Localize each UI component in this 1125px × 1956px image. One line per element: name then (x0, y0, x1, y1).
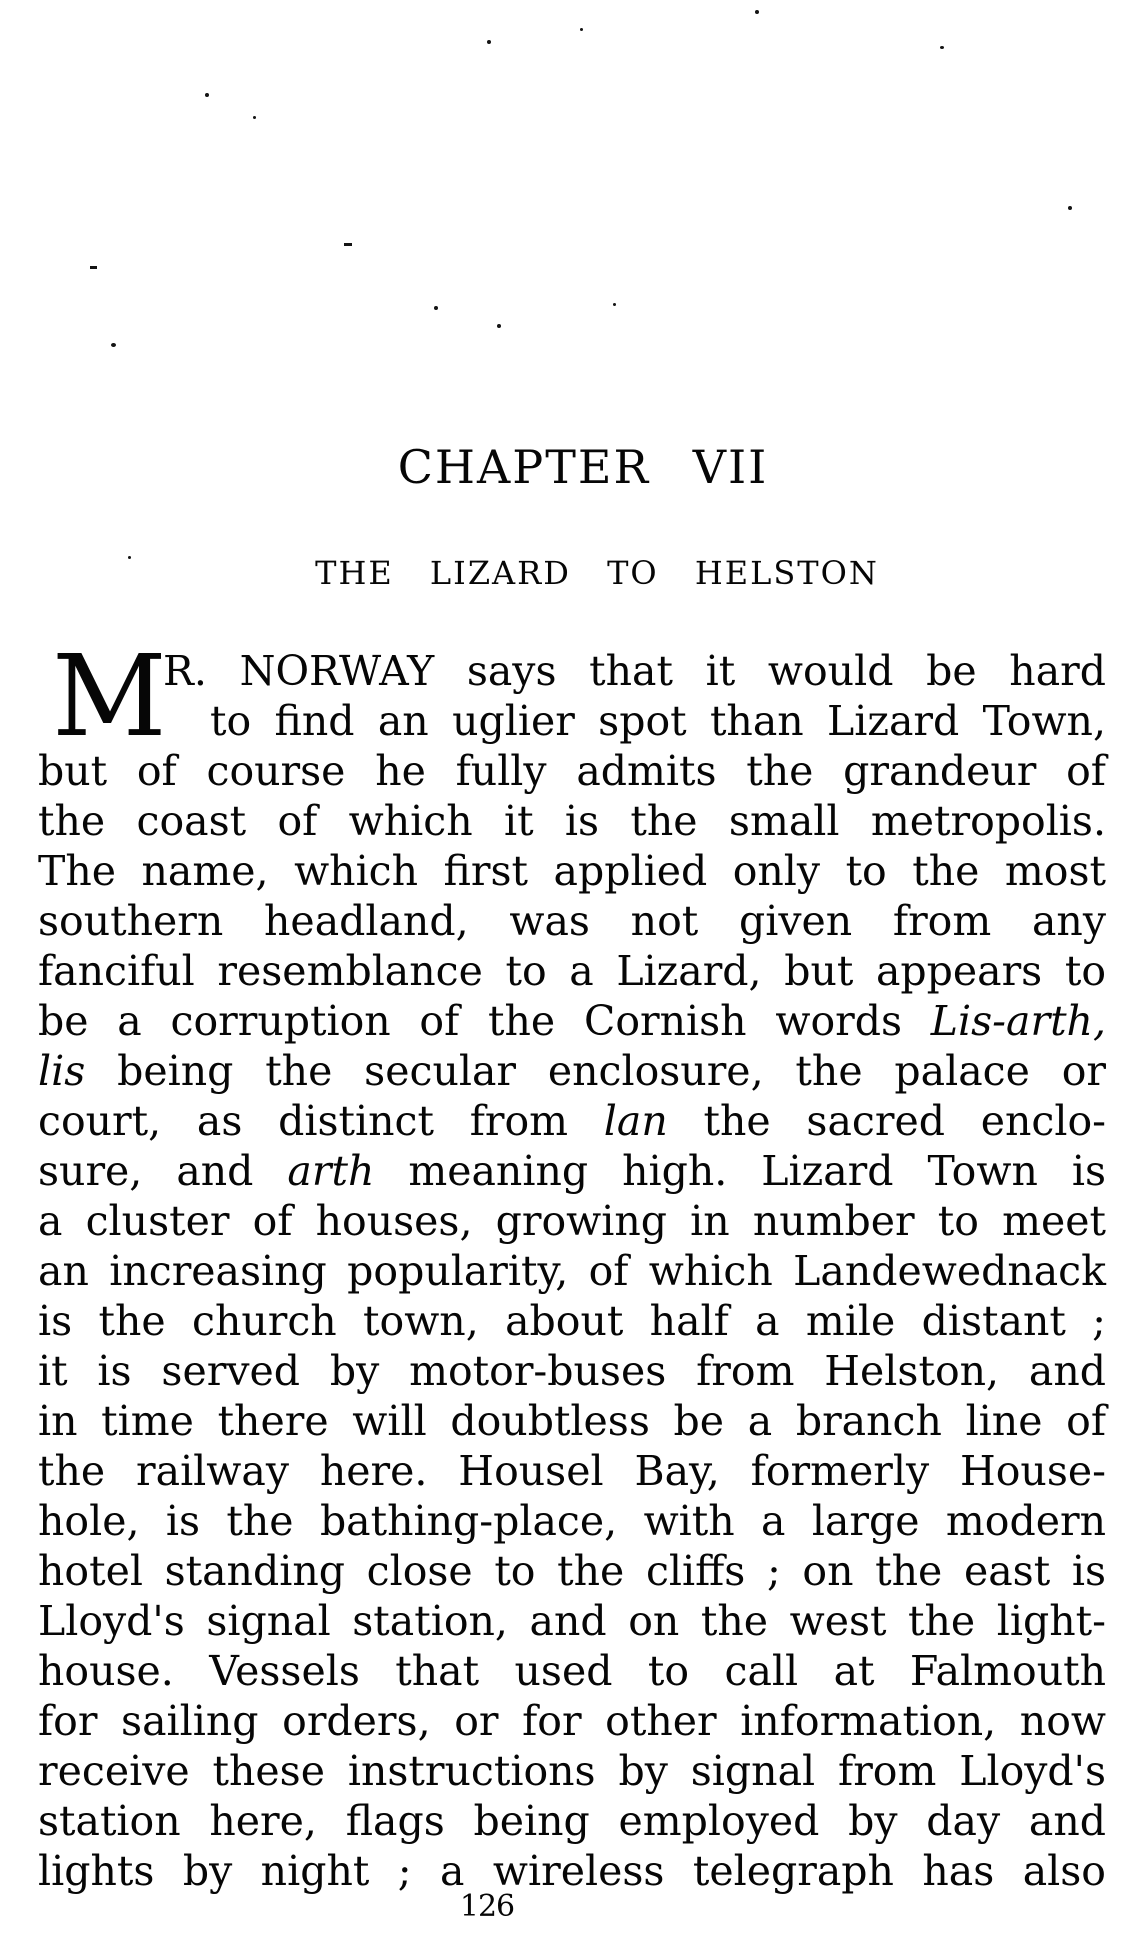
text-segment: station here, flags being employed by day and (38, 1797, 1106, 1845)
text-segment: southern headland, was not given from any (38, 897, 1106, 945)
text-line (38, 1346, 1106, 1396)
text-line (38, 1096, 1106, 1146)
text-line (38, 846, 1106, 896)
text-line (38, 796, 1106, 846)
scan-speck (613, 303, 616, 306)
text-segment: the sacred enclo- (667, 1097, 1106, 1145)
text-line (38, 1296, 1106, 1346)
text-segment: is the church town, about half a mile distant ; (38, 1297, 1106, 1345)
text-line (38, 996, 1106, 1046)
text-line (38, 696, 1106, 746)
text-line (38, 1046, 1106, 1096)
scan-speck (128, 556, 131, 559)
scan-speck (344, 243, 352, 246)
text-segment: but of course he fully admits the grandeur of (38, 747, 1106, 795)
text-line (38, 1696, 1106, 1746)
text-line (38, 1396, 1106, 1446)
text-segment: lights by night ; a wireless telegraph has also (38, 1847, 1106, 1895)
text-line (38, 1496, 1106, 1546)
italic-text: Lis-arth, (930, 997, 1106, 1045)
text-segment: hotel standing close to the cliffs ; on the east is (38, 1547, 1106, 1595)
text-segment: R. NORWAY says that it would be hard (163, 647, 1106, 695)
text-segment: fanciful resemblance to a Lizard, but appears to (38, 947, 1106, 995)
scan-speck (205, 93, 209, 97)
text-segment: sure, and (38, 1147, 288, 1195)
text-line (38, 646, 1106, 696)
text-line (38, 1146, 1106, 1196)
text-segment: receive these instructions by signal from Lloyd's (38, 1747, 1106, 1795)
scan-speck (434, 306, 438, 310)
text-line (38, 746, 1106, 796)
text-line (38, 1796, 1106, 1846)
text-line (38, 946, 1106, 996)
body-text (38, 646, 1106, 1896)
scan-speck (111, 343, 116, 347)
text-segment: be a corruption of the Cornish words (38, 997, 931, 1045)
text-line (38, 1196, 1106, 1246)
scan-speck (253, 116, 256, 119)
scan-speck (940, 46, 944, 49)
text-line (38, 1746, 1106, 1796)
text-segment: court, as distinct from (38, 1097, 604, 1145)
text-line (38, 1246, 1106, 1296)
text-segment: the railway here. Housel Bay, formerly House- (38, 1447, 1106, 1495)
italic-text: lan (603, 1097, 668, 1145)
italic-text: arth (287, 1147, 375, 1195)
text-segment: for sailing orders, or for other information, now (38, 1697, 1106, 1745)
scan-speck (487, 40, 491, 44)
italic-text: lis (38, 1047, 86, 1095)
scan-speck (497, 324, 501, 328)
text-segment: it is served by motor-buses from Helston, and (38, 1347, 1106, 1395)
text-segment: to find an uglier spot than Lizard Town, (210, 697, 1106, 745)
dropcap-letter: M (52, 632, 167, 762)
chapter-heading: CHAPTER VII (397, 440, 769, 494)
text-segment: Lloyd's signal station, and on the west the light- (38, 1597, 1106, 1645)
text-segment: house. Vessels that used to call at Falmouth (38, 1647, 1106, 1695)
scan-speck (580, 28, 583, 31)
text-segment: The name, which first applied only to the most (38, 847, 1106, 895)
scan-speck (755, 10, 759, 14)
text-segment: hole, is the bathing-place, with a large modern (38, 1497, 1106, 1545)
text-line (38, 1546, 1106, 1596)
scan-speck (90, 266, 97, 269)
text-segment: meaning high. Lizard Town is (374, 1147, 1106, 1195)
chapter-subtitle: THE LIZARD TO HELSTON (315, 554, 879, 592)
text-segment: the coast of which it is the small metropolis. (38, 797, 1106, 845)
text-segment: an increasing popularity, of which Landewednack (38, 1247, 1106, 1295)
text-line (38, 1646, 1106, 1696)
text-line (38, 896, 1106, 946)
page-number: 126 (459, 1889, 515, 1924)
text-segment: being the secular enclosure, the palace or (85, 1047, 1106, 1095)
text-line (38, 1446, 1106, 1496)
text-segment: in time there will doubtless be a branch line of (38, 1397, 1106, 1445)
scan-speck (1068, 206, 1072, 210)
text-line (38, 1596, 1106, 1646)
text-segment: a cluster of houses, growing in number to meet (38, 1197, 1106, 1245)
